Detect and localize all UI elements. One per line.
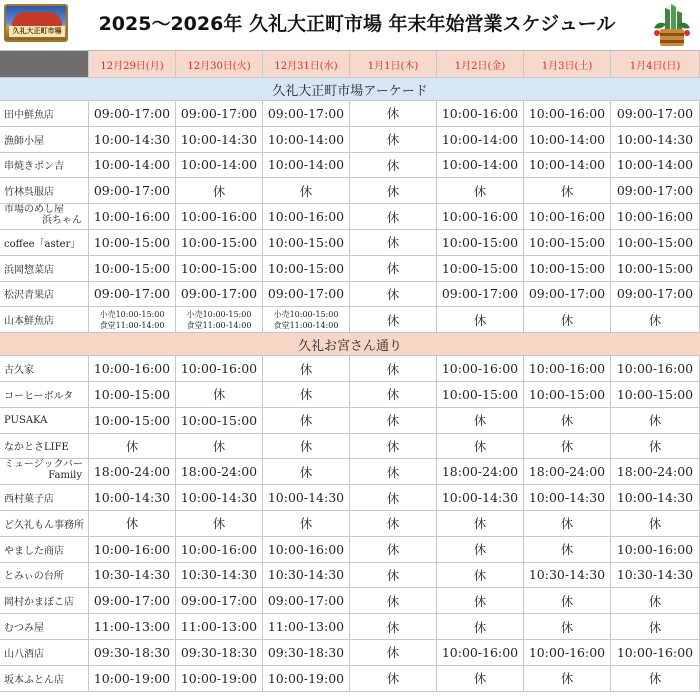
hours-cell: 11:00-13:00	[89, 614, 176, 640]
hours-cell: 休	[611, 511, 700, 537]
hours-cell: 09:30-18:30	[176, 640, 263, 666]
hours-cell: 09:00-17:00	[176, 588, 263, 614]
table-row	[0, 459, 700, 485]
hours-cell: 09:30-18:30	[89, 640, 176, 666]
hours-cell: 10:00-15:00	[89, 256, 176, 282]
store-name-cell: 松沢青果店	[0, 282, 89, 308]
store-name-cell: 串焼きポン吉	[0, 153, 89, 179]
market-logo	[4, 4, 68, 42]
date-header-cell: 1月2日(金)	[437, 51, 524, 78]
hours-cell: 09:00-17:00	[611, 178, 700, 204]
hours-cell	[263, 307, 350, 333]
hours-cell: 18:00-24:00	[611, 459, 700, 485]
hours-cell: 休	[524, 408, 611, 434]
store-name-cell: 田中鮮魚店	[0, 101, 89, 127]
hours-cell: 10:00-15:00	[611, 230, 700, 256]
hours-cell: 10:00-16:00	[89, 204, 176, 230]
hours-cell: 休	[263, 178, 350, 204]
hours-cell: 10:00-16:00	[437, 640, 524, 666]
hours-cell: 休	[611, 408, 700, 434]
table-row	[0, 588, 700, 614]
hours-cell: 10:30-14:30	[611, 563, 700, 589]
hours-cell: 09:00-17:00	[89, 101, 176, 127]
hours-cell: 10:00-15:00	[176, 256, 263, 282]
section-title: 久礼大正町市場アーケード	[0, 78, 700, 101]
hours-cell: 10:30-14:30	[89, 563, 176, 589]
hours-cell: 09:30-18:30	[263, 640, 350, 666]
hours-cell: 09:00-17:00	[611, 101, 700, 127]
hours-cell: 10:00-16:00	[611, 356, 700, 382]
date-header-cell: 12月30日(火)	[176, 51, 263, 78]
table-row	[0, 153, 700, 179]
store-name-cell: 古久家	[0, 356, 89, 382]
hours-cell: 休	[524, 614, 611, 640]
hours-cell: 休	[611, 614, 700, 640]
table-row	[0, 282, 700, 308]
hours-cell: 10:00-15:00	[524, 382, 611, 408]
hours-line: 食堂11:00-14:00	[273, 320, 339, 330]
kadomatsu-icon	[648, 2, 696, 48]
hours-cell: 10:00-15:00	[89, 230, 176, 256]
date-header-cell: 12月29日(月)	[89, 51, 176, 78]
table-row	[0, 563, 700, 589]
table-row	[0, 178, 700, 204]
hours-cell: 11:00-13:00	[176, 614, 263, 640]
hours-cell	[176, 307, 263, 333]
hours-cell: 休	[350, 153, 437, 179]
header-corner-cell	[0, 51, 89, 78]
hours-cell: 10:00-16:00	[437, 101, 524, 127]
page-title: 2025〜2026年 久礼大正町市場 年末年始営業スケジュール	[98, 13, 616, 35]
hours-line: 小売10:00-15:00	[186, 309, 252, 319]
hours-cell: 10:30-14:30	[524, 563, 611, 589]
hours-cell: 休	[350, 230, 437, 256]
store-name-line2: Family	[48, 470, 82, 482]
hours-cell: 10:00-14:30	[176, 127, 263, 153]
hours-cell: 09:00-17:00	[263, 282, 350, 308]
hours-cell: 10:00-15:00	[89, 408, 176, 434]
hours-cell: 休	[89, 511, 176, 537]
hours-cell: 10:00-14:30	[611, 127, 700, 153]
hours-cell: 10:00-14:00	[524, 153, 611, 179]
hours-cell: 10:00-15:00	[176, 230, 263, 256]
hours-cell: 休	[350, 356, 437, 382]
hours-cell: 10:00-14:00	[89, 153, 176, 179]
hours-cell: 休	[176, 511, 263, 537]
store-name-cell: コーヒーボルタ	[0, 382, 89, 408]
hours-cell: 10:00-15:00	[437, 230, 524, 256]
hours-cell: 09:00-17:00	[89, 282, 176, 308]
hours-cell: 10:00-15:00	[437, 382, 524, 408]
hours-cell: 10:30-14:30	[263, 563, 350, 589]
hours-cell: 休	[611, 434, 700, 460]
store-name-cell: 坂本ふとん店	[0, 666, 89, 692]
hours-cell: 休	[437, 614, 524, 640]
hours-cell: 休	[263, 356, 350, 382]
schedule-table	[0, 50, 700, 700]
table-row	[0, 614, 700, 640]
hours-cell: 休	[350, 382, 437, 408]
section-header-row	[0, 333, 700, 356]
table-row	[0, 307, 700, 333]
hours-cell: 10:00-15:00	[263, 230, 350, 256]
hours-cell: 10:00-16:00	[524, 640, 611, 666]
table-row	[0, 640, 700, 666]
hours-cell: 10:00-19:00	[89, 666, 176, 692]
hours-cell: 休	[350, 282, 437, 308]
store-name-cell: coffee「aster」	[0, 230, 89, 256]
table-row	[0, 127, 700, 153]
hours-cell: 10:00-15:00	[176, 408, 263, 434]
date-header-cell: 1月1日(木)	[350, 51, 437, 78]
hours-line: 小売10:00-15:00	[99, 309, 165, 319]
hours-cell: 休	[350, 640, 437, 666]
hours-cell: 10:00-14:00	[437, 127, 524, 153]
hours-cell: 休	[524, 434, 611, 460]
hours-cell: 休	[263, 382, 350, 408]
hours-cell: 休	[350, 563, 437, 589]
hours-cell: 10:00-16:00	[89, 537, 176, 563]
hours-cell: 休	[437, 666, 524, 692]
hours-cell: 10:00-16:00	[176, 356, 263, 382]
table-row	[0, 666, 700, 692]
logo-roof	[12, 12, 62, 26]
table-row	[0, 485, 700, 511]
store-name-cell	[0, 204, 89, 230]
hours-cell: 10:00-16:00	[437, 356, 524, 382]
hours-cell: 10:00-14:30	[611, 485, 700, 511]
hours-cell	[89, 307, 176, 333]
table-row	[0, 511, 700, 537]
hours-cell: 休	[350, 485, 437, 511]
table-row	[0, 537, 700, 563]
date-header-cell: 12月31日(水)	[263, 51, 350, 78]
hours-cell: 休	[437, 307, 524, 333]
hours-cell: 09:00-17:00	[524, 282, 611, 308]
date-header-cell: 1月3日(土)	[524, 51, 611, 78]
hours-cell: 09:00-17:00	[89, 588, 176, 614]
hours-cell: 18:00-24:00	[437, 459, 524, 485]
table-row	[0, 101, 700, 127]
hours-cell: 休	[176, 434, 263, 460]
store-name-cell: なかとさLIFE	[0, 434, 89, 460]
hours-cell: 休	[437, 563, 524, 589]
hours-cell: 10:00-16:00	[611, 640, 700, 666]
store-name-cell	[0, 459, 89, 485]
logo-sign-text: 久礼大正町市場	[9, 26, 65, 37]
store-name: 市場のめし屋	[4, 204, 64, 216]
store-name-cell: ど久礼もん事務所	[0, 511, 89, 537]
hours-cell: 10:00-15:00	[89, 382, 176, 408]
hours-cell: 10:00-15:00	[524, 256, 611, 282]
hours-cell: 10:00-16:00	[437, 204, 524, 230]
hours-cell: 休	[524, 666, 611, 692]
hours-cell: 18:00-24:00	[89, 459, 176, 485]
store-name-cell: 山本鮮魚店	[0, 307, 89, 333]
table-row	[0, 382, 700, 408]
hours-cell: 10:00-14:00	[437, 153, 524, 179]
hours-cell: 09:00-17:00	[263, 101, 350, 127]
hours-cell: 10:30-14:30	[176, 563, 263, 589]
table-row	[0, 230, 700, 256]
hours-cell: 10:00-16:00	[89, 356, 176, 382]
hours-cell: 09:00-17:00	[611, 282, 700, 308]
hours-cell: 休	[611, 307, 700, 333]
hours-cell: 休	[437, 178, 524, 204]
hours-cell: 休	[176, 382, 263, 408]
hours-cell: 10:00-14:30	[89, 127, 176, 153]
hours-cell: 10:00-16:00	[611, 204, 700, 230]
hours-cell: 休	[524, 588, 611, 614]
hours-cell: 休	[437, 408, 524, 434]
hours-cell: 休	[611, 588, 700, 614]
hours-cell: 10:00-15:00	[263, 256, 350, 282]
store-name-cell: PUSAKA	[0, 408, 89, 434]
hours-cell: 10:00-16:00	[524, 204, 611, 230]
hours-cell: 休	[263, 459, 350, 485]
hours-cell: 10:00-16:00	[176, 537, 263, 563]
date-header-row	[0, 51, 700, 78]
hours-cell: 10:00-15:00	[611, 256, 700, 282]
hours-cell: 休	[350, 459, 437, 485]
store-name-cell: 漁師小屋	[0, 127, 89, 153]
hours-cell: 休	[350, 666, 437, 692]
hours-cell: 休	[437, 434, 524, 460]
section-header-row	[0, 78, 700, 101]
hours-cell: 休	[350, 614, 437, 640]
hours-line: 食堂11:00-14:00	[186, 320, 252, 330]
hours-cell: 10:00-14:00	[524, 127, 611, 153]
hours-cell: 10:00-15:00	[524, 230, 611, 256]
hours-cell: 休	[350, 537, 437, 563]
hours-line: 食堂11:00-14:00	[99, 320, 165, 330]
hours-cell: 10:00-14:00	[263, 127, 350, 153]
hours-cell: 休	[524, 178, 611, 204]
hours-cell: 休	[350, 408, 437, 434]
hours-cell: 10:00-14:00	[263, 153, 350, 179]
hours-cell: 10:00-14:00	[176, 153, 263, 179]
hours-cell: 11:00-13:00	[263, 614, 350, 640]
hours-cell: 10:00-16:00	[524, 356, 611, 382]
store-name: ミュージックバー	[4, 459, 83, 471]
hours-cell: 10:00-14:30	[89, 485, 176, 511]
hours-cell: 18:00-24:00	[524, 459, 611, 485]
hours-cell: 09:00-17:00	[437, 282, 524, 308]
hours-cell: 10:00-19:00	[263, 666, 350, 692]
hours-cell: 10:00-16:00	[263, 537, 350, 563]
hours-cell: 09:00-17:00	[89, 178, 176, 204]
hours-cell: 休	[263, 434, 350, 460]
hours-cell: 10:00-19:00	[176, 666, 263, 692]
hours-cell: 休	[350, 256, 437, 282]
hours-cell: 休	[350, 178, 437, 204]
hours-cell: 休	[350, 434, 437, 460]
store-name-cell: 竹林呉服店	[0, 178, 89, 204]
hours-cell: 18:00-24:00	[176, 459, 263, 485]
hours-cell: 休	[176, 178, 263, 204]
hours-cell: 休	[263, 408, 350, 434]
hours-cell: 10:00-16:00	[263, 204, 350, 230]
hours-cell: 休	[524, 537, 611, 563]
hours-cell: 10:00-15:00	[437, 256, 524, 282]
hours-cell: 休	[350, 511, 437, 537]
hours-cell: 休	[437, 511, 524, 537]
hours-line: 小売10:00-15:00	[273, 309, 339, 319]
date-header-cell: 1月4日(日)	[611, 51, 700, 78]
hours-cell: 休	[524, 511, 611, 537]
page-header	[0, 0, 700, 48]
table-row	[0, 204, 700, 230]
hours-cell: 10:00-14:30	[263, 485, 350, 511]
store-name-cell: 岡村かまぼこ店	[0, 588, 89, 614]
hours-cell: 09:00-17:00	[176, 101, 263, 127]
hours-cell: 10:00-15:00	[611, 382, 700, 408]
store-name-cell: とみぃの台所	[0, 563, 89, 589]
store-name-cell: むつみ屋	[0, 614, 89, 640]
hours-cell: 09:00-17:00	[176, 282, 263, 308]
table-row	[0, 356, 700, 382]
table-row	[0, 256, 700, 282]
hours-cell: 休	[350, 127, 437, 153]
hours-cell: 10:00-14:30	[437, 485, 524, 511]
store-name-line2: 浜ちゃん	[42, 215, 82, 227]
hours-cell: 休	[350, 307, 437, 333]
store-name-cell: 西村菓子店	[0, 485, 89, 511]
hours-cell: 09:00-17:00	[263, 588, 350, 614]
hours-cell: 休	[611, 666, 700, 692]
hours-cell: 10:00-16:00	[176, 204, 263, 230]
hours-cell: 10:00-14:30	[176, 485, 263, 511]
hours-cell: 休	[437, 537, 524, 563]
hours-cell: 休	[350, 588, 437, 614]
store-name-cell: 山八酒店	[0, 640, 89, 666]
hours-cell: 休	[263, 511, 350, 537]
section-title: 久礼お宮さん通り	[0, 333, 700, 356]
hours-cell: 10:00-14:00	[611, 153, 700, 179]
hours-cell: 10:00-16:00	[611, 537, 700, 563]
store-name-cell: 浜岡惣菜店	[0, 256, 89, 282]
hours-cell: 休	[350, 204, 437, 230]
hours-cell: 休	[89, 434, 176, 460]
hours-cell: 休	[350, 101, 437, 127]
table-row	[0, 408, 700, 434]
hours-cell: 休	[437, 588, 524, 614]
hours-cell: 10:00-16:00	[524, 101, 611, 127]
table-row	[0, 434, 700, 460]
hours-cell: 休	[524, 307, 611, 333]
store-name-cell: やました商店	[0, 537, 89, 563]
hours-cell: 10:00-14:30	[524, 485, 611, 511]
